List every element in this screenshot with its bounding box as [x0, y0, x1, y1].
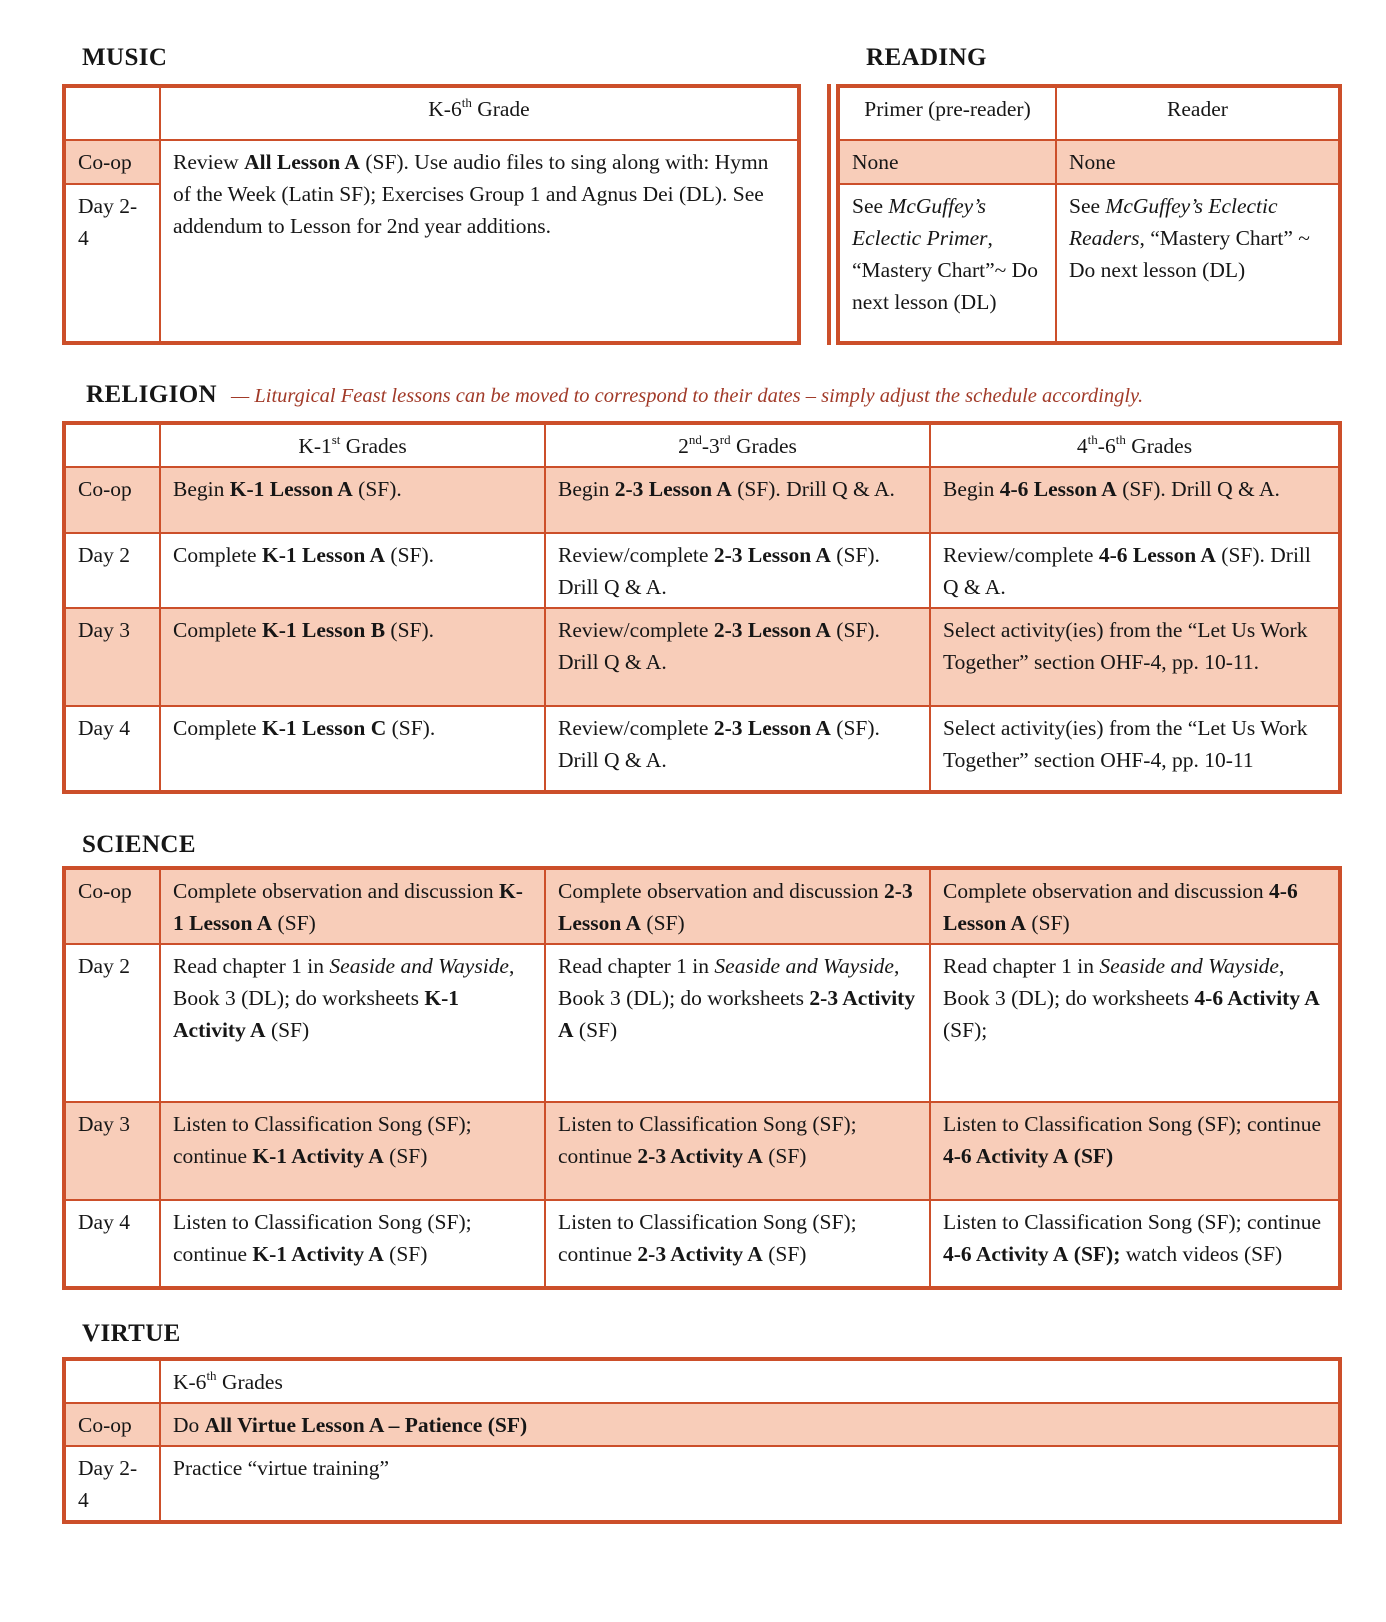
virtue-section-title: VIRTUE [82, 1320, 181, 1347]
religion-table [62, 421, 1342, 794]
science-day2-2-3-cell: Read chapter 1 in Seaside and Wayside, Book 3 (DL); do worksheets 2-3 Activity A (SF) [545, 944, 930, 1102]
reading-reader-none-cell: None [1056, 140, 1340, 184]
science-label-day2: Day 2 [64, 944, 160, 1102]
science-day3-4-6-cell: Listen to Classification Song (SF); continue 4-6 Activity A (SF) [930, 1102, 1340, 1200]
reading-section-title: READING [866, 44, 987, 71]
religion-day3-4-6-cell: Select activity(ies) from the “Let Us Work Together” section OHF-4, pp. 10-11. [930, 608, 1340, 706]
religion-day4-2-3-cell: Review/complete 2-3 Lesson A (SF). Drill Q & A. [545, 706, 930, 792]
science-day4-2-3-cell: Listen to Classification Song (SF); continue 2-3 Activity A (SF) [545, 1200, 930, 1288]
virtue-day-2-4-cell: Practice “virtue training” [160, 1446, 1340, 1522]
religion-day4-k1-cell: Complete K-1 Lesson C (SF). [160, 706, 545, 792]
religion-section-title: RELIGION [86, 381, 218, 408]
virtue-label-day-2-4: Day 2-4 [64, 1446, 160, 1522]
music-grade-header: K-6th Grade [160, 86, 799, 140]
science-section-title: SCIENCE [82, 831, 196, 858]
religion-label-coop: Co-op [64, 467, 160, 533]
religion-label-day2: Day 2 [64, 533, 160, 608]
religion-corner-cell [64, 423, 160, 467]
science-label-coop: Co-op [64, 868, 160, 944]
science-day4-4-6-cell: Listen to Classification Song (SF); continue 4-6 Activity A (SF); watch videos (SF) [930, 1200, 1340, 1288]
science-coop-4-6-cell: Complete observation and discussion 4-6 Lesson A (SF) [930, 868, 1340, 944]
religion-day4-4-6-cell: Select activity(ies) from the “Let Us Work Together” section OHF-4, pp. 10-11 [930, 706, 1340, 792]
music-label-coop: Co-op [64, 140, 160, 184]
religion-label-day3: Day 3 [64, 608, 160, 706]
religion-day3-2-3-cell: Review/complete 2-3 Lesson A (SF). Drill Q & A. [545, 608, 930, 706]
religion-coop-k1-cell: Begin K-1 Lesson A (SF). [160, 467, 545, 533]
religion-day2-4-6-cell: Review/complete 4-6 Lesson A (SF). Drill Q & A. [930, 533, 1340, 608]
religion-day3-k1-cell: Complete K-1 Lesson B (SF). [160, 608, 545, 706]
reading-table-double-border-line [827, 84, 831, 345]
music-table [62, 84, 801, 345]
music-label-day-2-4: Day 2-4 [64, 184, 160, 343]
religion-note: — Liturgical Feast lessons can be moved to correspond to their dates – simply adjust the schedule accordingly. [231, 385, 1144, 407]
science-coop-2-3-cell: Complete observation and discussion 2-3 Lesson A (SF) [545, 868, 930, 944]
science-coop-k1-cell: Complete observation and discussion K-1 Lesson A (SF) [160, 868, 545, 944]
science-label-day3: Day 3 [64, 1102, 160, 1200]
music-content-cell: Review All Lesson A (SF). Use audio files to sing along with: Hymn of the Week (Latin SF); Exercises Group 1 and Agnus Dei (DL). See addendum to Lesson for 2nd year additions. [160, 140, 799, 343]
science-day3-2-3-cell: Listen to Classification Song (SF); continue 2-3 Activity A (SF) [545, 1102, 930, 1200]
reading-table [836, 84, 1342, 345]
science-label-day4: Day 4 [64, 1200, 160, 1288]
virtue-coop-cell: Do All Virtue Lesson A – Patience (SF) [160, 1403, 1340, 1446]
religion-coop-4-6-cell: Begin 4-6 Lesson A (SF). Drill Q & A. [930, 467, 1340, 533]
reading-reader-content-cell: See McGuffey’s Eclectic Readers, “Mastery Chart” ~ Do next lesson (DL) [1056, 184, 1340, 343]
virtue-corner-cell [64, 1359, 160, 1403]
religion-header-2-3: 2nd-3rd Grades [545, 423, 930, 467]
religion-day2-2-3-cell: Review/complete 2-3 Lesson A (SF). Drill Q & A. [545, 533, 930, 608]
religion-day2-k1-cell: Complete K-1 Lesson A (SF). [160, 533, 545, 608]
music-corner-cell [64, 86, 160, 140]
religion-coop-2-3-cell: Begin 2-3 Lesson A (SF). Drill Q & A. [545, 467, 930, 533]
reading-header-primer: Primer (pre-reader) [838, 86, 1056, 140]
religion-label-day4: Day 4 [64, 706, 160, 792]
music-section-title: MUSIC [82, 44, 168, 71]
science-day2-4-6-cell: Read chapter 1 in Seaside and Wayside, Book 3 (DL); do worksheets 4-6 Activity A (SF); [930, 944, 1340, 1102]
virtue-label-coop: Co-op [64, 1403, 160, 1446]
virtue-table [62, 1357, 1342, 1524]
science-day3-k1-cell: Listen to Classification Song (SF); continue K-1 Activity A (SF) [160, 1102, 545, 1200]
reading-primer-content-cell: See McGuffey’s Eclectic Primer, “Mastery Chart”~ Do next lesson (DL) [838, 184, 1056, 343]
reading-header-reader: Reader [1056, 86, 1340, 140]
religion-section-heading [86, 381, 1143, 409]
reading-primer-none-cell: None [838, 140, 1056, 184]
science-day4-k1-cell: Listen to Classification Song (SF); continue K-1 Activity A (SF) [160, 1200, 545, 1288]
virtue-grade-header: K-6th Grades [160, 1359, 1340, 1403]
science-day2-k1-cell: Read chapter 1 in Seaside and Wayside, Book 3 (DL); do worksheets K-1 Activity A (SF) [160, 944, 545, 1102]
religion-header-k1: K-1st Grades [160, 423, 545, 467]
science-table [62, 866, 1342, 1290]
religion-header-4-6: 4th-6th Grades [930, 423, 1340, 467]
